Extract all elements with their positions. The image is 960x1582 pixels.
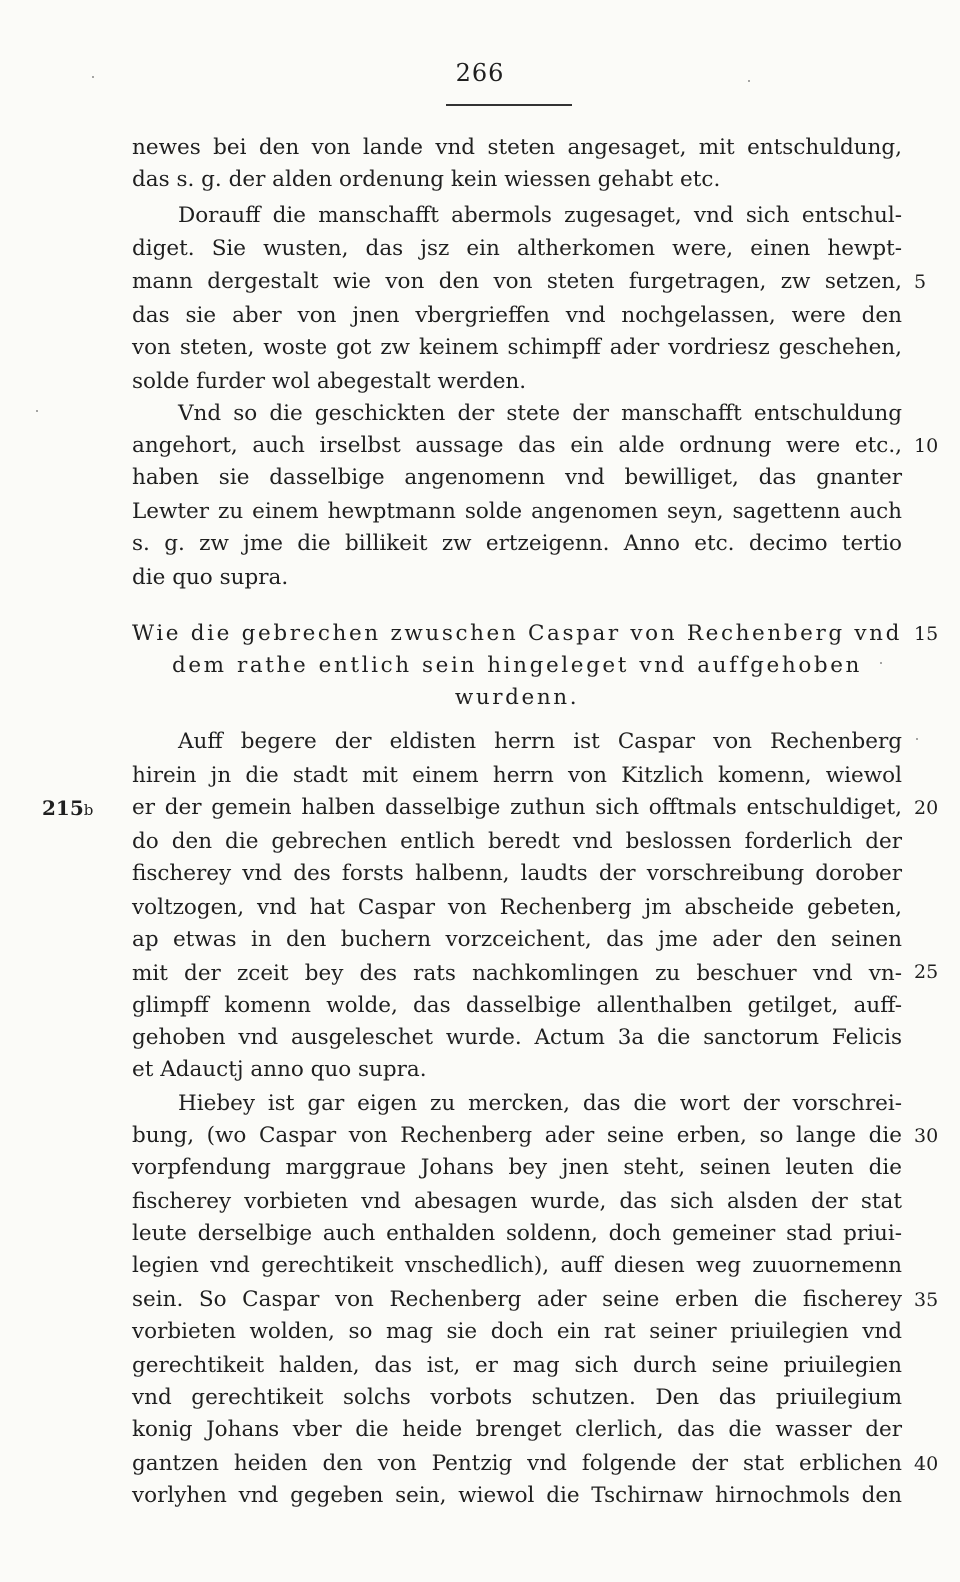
text-line: vnd gerechtikeit solchs vorbots schutzen. Den das priuilegium (132, 1385, 902, 1410)
section-heading-line: wurdenn. (454, 685, 580, 710)
text-line: glimpff komenn wolde, das dasselbige allenthalben getilget, auff- (132, 993, 902, 1018)
paper-speck (36, 410, 38, 412)
text-line: vorlyhen vnd gegeben sein, wiewol die Tschirnaw hirnochmols den (132, 1483, 902, 1508)
paper-speck (92, 76, 94, 78)
text-line: von steten, woste got zw keinem schimpff ader vordriesz geschehen, (132, 335, 902, 360)
text-line: gerechtikeit halden, das ist, er mag sich durch seine priuilegien (132, 1353, 902, 1378)
text-line: Dorauff die manschafft abermols zugesaget, vnd sich entschul- (178, 203, 902, 228)
margin-line-number: 10 (914, 435, 939, 457)
page-number-rule (446, 104, 572, 106)
margin-line-number: 40 (914, 1453, 939, 1475)
text-line: fischerey vnd des forsts halbenn, laudts der vorschreibung dorober (132, 861, 902, 886)
margin-line-number: 5 (914, 271, 927, 293)
folio-side: b (83, 801, 94, 819)
text-line: sein. So Caspar von Rechenberg ader seine erben die fischerey (132, 1287, 902, 1312)
margin-line-number: 20 (914, 797, 939, 819)
text-line: das s. g. der alden ordenung kein wiessen gehabt etc. (132, 167, 721, 192)
margin-line-number: 25 (914, 961, 939, 983)
text-line: mann dergestalt wie von den von steten furgetragen, zw setzen, (132, 269, 902, 294)
text-line: Vnd so die geschickten der stete der manschafft entschuldung (178, 401, 902, 426)
text-line: vorpfendung marggraue Johans bey jnen steht, seinen leuten die (132, 1155, 902, 1180)
text-line: leute derselbige auch enthalden soldenn, doch gemeiner stad priui- (132, 1221, 902, 1246)
text-line: gantzen heiden den von Pentzig vnd folgende der stat erblichen (132, 1451, 902, 1476)
text-line: vorbieten wolden, so mag sie doch ein rat seiner priuilegien vnd (132, 1319, 902, 1344)
text-line: Auff begere der eldisten herrn ist Caspar von Rechenberg (178, 729, 902, 754)
text-line: hirein jn die stadt mit einem herrn von Kitzlich komenn, wiewol (132, 763, 902, 788)
section-heading-line: Wie die gebrechen zwuschen Caspar von Rechenberg vnd (132, 621, 902, 646)
paper-speck (880, 662, 882, 664)
margin-line-number: 15 (914, 623, 939, 645)
paper-speck (748, 80, 750, 82)
margin-line-number: 30 (914, 1125, 939, 1147)
text-line: et Adauctj anno quo supra. (132, 1057, 427, 1082)
margin-line-number: 35 (914, 1289, 939, 1311)
folio-marker (42, 792, 132, 826)
text-line: er der gemein halben dasselbige zuthun sich offtmals entschuldiget, (132, 795, 902, 820)
page-number: 266 (455, 59, 505, 87)
text-line: s. g. zw jme die billikeit zw ertzeigenn. Anno etc. decimo tertio (132, 531, 902, 556)
text-line: konig Johans vber die heide brenget clerlich, das die wasser der (132, 1417, 902, 1442)
text-line: mit der zceit bey des rats nachkomlingen zu beschuer vnd vn- (132, 961, 902, 986)
text-line: angehort, auch irselbst aussage das ein alde ordnung were etc., (132, 433, 902, 458)
text-line: bung, (wo Caspar von Rechenberg ader seine erben, so lange die (132, 1123, 902, 1148)
text-line: gehoben vnd ausgeleschet wurde. Actum 3a die sanctorum Felicis (132, 1025, 902, 1050)
text-line: newes bei den von lande vnd steten angesaget, mit entschuldung, (132, 135, 902, 160)
text-line: fischerey vorbieten vnd abesagen wurde, das sich alsden der stat (132, 1189, 902, 1214)
text-line: das sie aber von jnen vbergrieffen vnd nochgelassen, were den (132, 303, 902, 328)
section-heading-line: dem rathe entlich sein hingeleget vnd auffgehoben (172, 653, 862, 678)
text-line: haben sie dasselbige angenomenn vnd bewilliget, das gnanter (132, 465, 902, 490)
text-line: legien vnd gerechtikeit vnschedlich), auff diesen weg zuuornemenn (132, 1253, 902, 1278)
paper-speck (916, 738, 918, 740)
text-line: diget. Sie wusten, das jsz ein altherkomen were, einen hewpt- (132, 236, 902, 261)
text-line: ap etwas in den buchern vorzceichent, das jme ader den seinen (132, 927, 902, 952)
text-line: Lewter zu einem hewptmann solde angenomen seyn, sagettenn auch (132, 499, 902, 524)
text-line: voltzogen, vnd hat Caspar von Rechenberg jm abscheide gebeten, (132, 895, 902, 920)
folio-number: 215 (42, 796, 84, 820)
text-line: Hiebey ist gar eigen zu mercken, das die wort der vorschrei- (178, 1091, 902, 1116)
text-line: die quo supra. (132, 565, 289, 590)
text-line: solde furder wol abegestalt werden. (132, 369, 527, 394)
text-line: do den die gebrechen entlich beredt vnd beslossen forderlich der (132, 829, 902, 854)
